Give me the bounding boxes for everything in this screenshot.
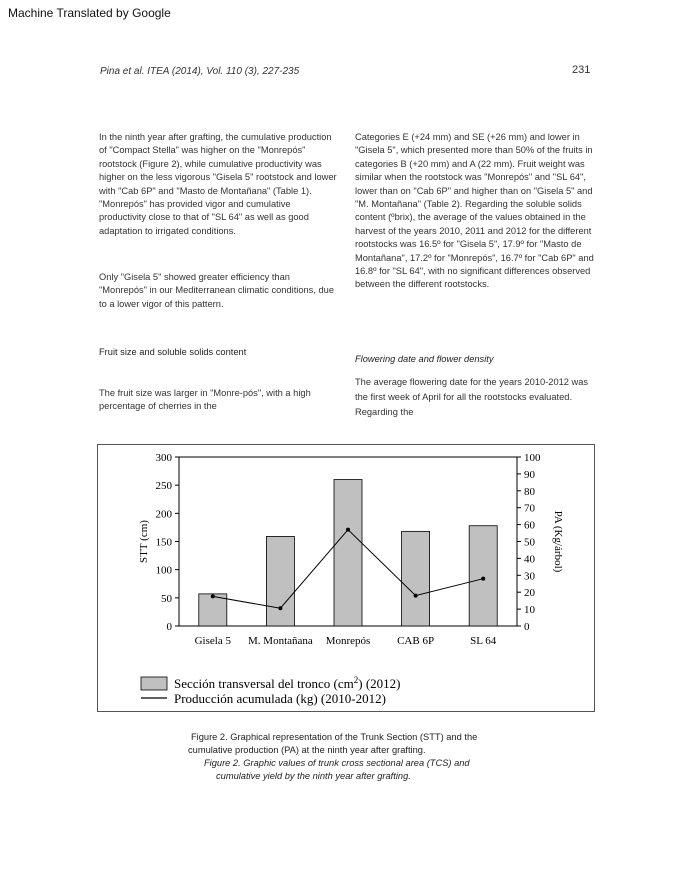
legend-bar-swatch — [141, 677, 167, 690]
x-tick-label: Monrepós — [325, 635, 371, 647]
machine-translation-banner: Machine Translated by Google — [8, 6, 171, 20]
bar-3 — [402, 531, 430, 626]
legend-line-label: Producción acumulada (kg) (2010-2012) — [174, 691, 386, 706]
figure-2-chart — [98, 445, 596, 713]
y-tick-label-left: 250 — [155, 480, 172, 493]
y-tick-label-right: 40 — [524, 553, 535, 566]
section-heading-fruit-size: Fruit size and soluble solids content — [99, 347, 247, 357]
bar-4 — [469, 526, 497, 626]
y-tick-label-right: 20 — [524, 587, 535, 600]
left-para-1: In the ninth year after grafting, the cumulative production of "Compact Stella" was higher on the "Monrepós" rootstock (Figure 2), while cumulative productivity was higher on the less vigorous "Gisela 5" rootstock and lower with "Cab 6P" and "Masto de Montañana" (Table 1). "Monrepós" has provided vigor and cumulative productivity close to that of "SL 64" as well as good adaptation to irrigated conditions. — [99, 132, 337, 236]
left-para-3: The fruit size was larger in "Monre-pós", with a high percentage of cherries in the — [99, 388, 311, 412]
line-point-3 — [414, 594, 418, 598]
y-tick-label-right: 10 — [524, 604, 535, 617]
y-tick-label-left: 50 — [161, 592, 172, 605]
y-tick-label-right: 70 — [524, 502, 535, 515]
right-para-2: The average flowering date for the years 2010-2012 was the first week of April for all the rootstocks evaluated. Regarding the — [355, 377, 589, 417]
caption-line-1: Figure 2. Graphical representation of the Trunk Section (STT) and the — [191, 732, 478, 742]
y-tick-label-right: 0 — [524, 621, 530, 633]
y-axis-label-left: STT (cm) — [138, 520, 150, 563]
figure-2 — [97, 444, 595, 712]
y-tick-label-right: 100 — [524, 452, 541, 464]
caption-line-3: Figure 2. Graphic values of trunk cross sectional area (TCS) and — [204, 758, 470, 768]
y-tick-label-left: 200 — [155, 508, 172, 521]
bar-1 — [266, 536, 294, 626]
y-tick-label-right: 60 — [524, 519, 535, 532]
bar-0 — [199, 594, 227, 626]
x-tick-label: CAB 6P — [397, 635, 435, 647]
x-tick-label: M. Montañana — [248, 635, 313, 647]
legend-bar-label: Sección transversal del tronco $(cm^2)$ (2012) — [174, 675, 401, 691]
line-point-2 — [346, 528, 350, 532]
journal-citation: Pina et al. ITEA (2014), Vol. 110 (3), 227-235 — [100, 66, 300, 77]
x-tick-label: SL 64 — [470, 635, 497, 647]
y-tick-label-right: 50 — [524, 536, 535, 549]
y-tick-label-right: 80 — [524, 485, 535, 498]
section-heading-flowering: Flowering date and flower density — [355, 354, 494, 364]
y-tick-label-left: 100 — [155, 564, 172, 577]
line-point-4 — [481, 577, 485, 581]
page-number: 231 — [572, 64, 591, 76]
caption-line-4: cumulative yield by the ninth year after grafting. — [216, 771, 411, 781]
caption-line-2: cumulative production (PA) at the ninth year after grafting. — [188, 745, 426, 755]
x-tick-label: Gisela 5 — [194, 635, 231, 647]
left-para-2: Only "Gisela 5" showed greater efficiency than "Monrepós" in our Mediterranean climatic conditions, due to a lower vigor of this pattern. — [99, 272, 335, 309]
line-point-0 — [211, 594, 215, 598]
y-axis-label-right: PA (Kg/árbol) — [552, 510, 564, 573]
y-tick-label-left: 300 — [155, 452, 172, 464]
y-tick-label-left: 0 — [166, 621, 172, 633]
bar-2 — [334, 480, 362, 626]
y-tick-label-right: 30 — [524, 570, 535, 583]
right-para-1: Categories E (+24 mm) and SE (+26 mm) and lower in "Gisela 5", which presented more than 50% of the fruits in categories B (+20 mm) and A (22 mm). Fruit weight was similar when the rootstock was "Monrepós" and "SL 64", lower than on "Cab 6P" and higher than on "Gisela 5" and "M. Montañana" (Table 2). Regarding the soluble solids content (ºbrix), the average of the values obtained in the harvest of the years 2010, 2011 and 2012 for the different rootstocks was 16.5º for "Gisela 5", 17.9º for "Masto de Montañana", 17.2º for "Monrepós", 16.7º for "Cab 6P" and 16.8º for "SL 64", with no significant differences observed between the different rootstocks. — [355, 132, 594, 290]
line-point-1 — [278, 606, 282, 610]
y-tick-label-left: 150 — [155, 536, 172, 549]
y-tick-label-right: 90 — [524, 468, 535, 481]
